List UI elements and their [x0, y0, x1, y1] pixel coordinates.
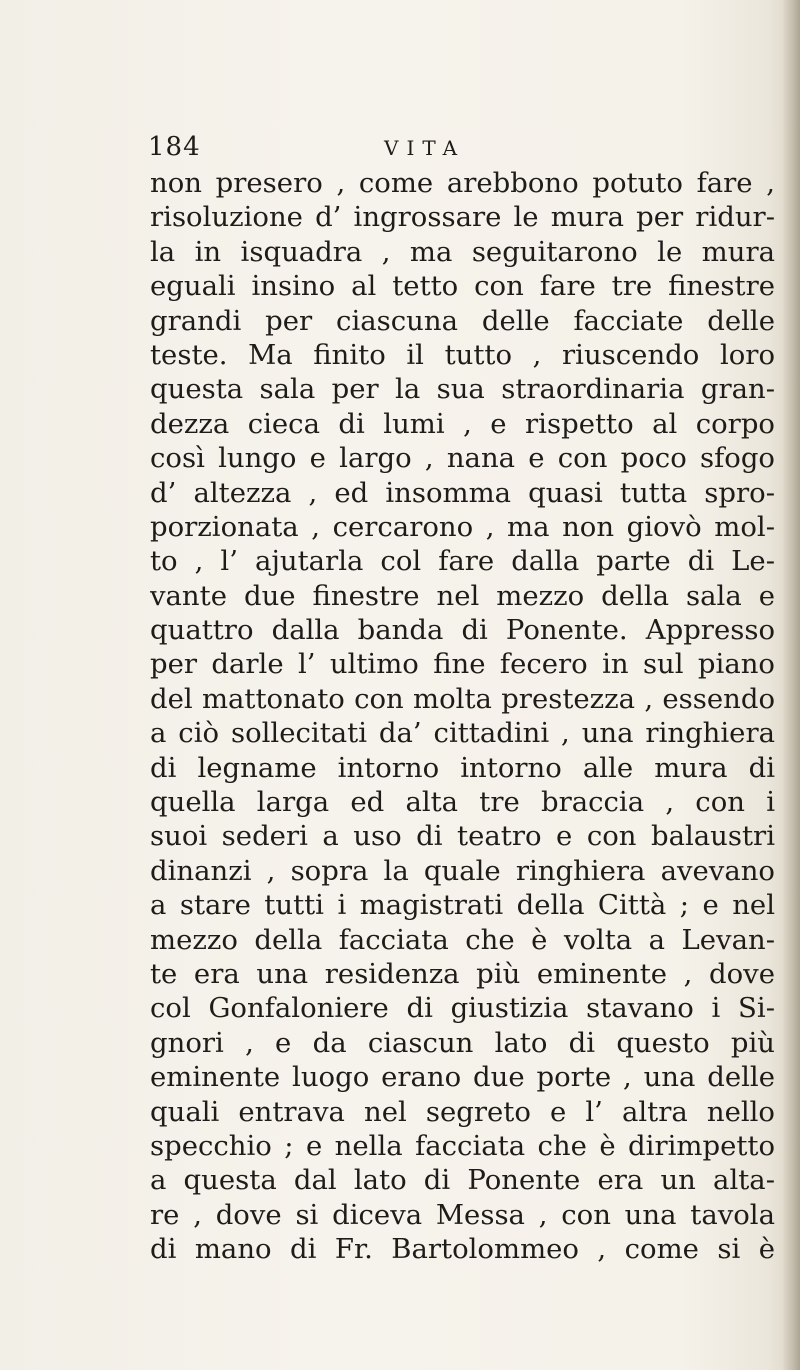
text-line: to , l’ ajutarla col fare dalla parte di Le- [150, 545, 775, 578]
text-line: a ciò sollecitati da’ cittadini , una ringhiera [150, 717, 775, 750]
text-line: di legname intorno intorno alle mura di [150, 751, 775, 784]
text-line: la in isquadra , ma seguitarono le mura [150, 235, 775, 268]
text-line: suoi sederi a uso di teatro e con balaustri [150, 820, 775, 853]
text-line: risoluzione d’ ingrossare le mura per ridur- [150, 201, 775, 234]
text-line: col Gonfaloniere di giustizia stavano i Si- [150, 992, 775, 1025]
text-line: te era una residenza più eminente , dove [150, 957, 775, 990]
text-line: re , dove si diceva Messa , con una tavola [150, 1198, 775, 1231]
text-line: non presero , come arebbono potuto fare , [150, 167, 775, 199]
text-line: così lungo e largo , nana e con poco sfogo [150, 442, 775, 475]
page-edge-shadow [782, 0, 800, 1370]
text-line: grandi per ciascuna delle facciate delle [150, 304, 775, 337]
text-line: gnori , e da ciascun lato di questo più [150, 1026, 775, 1059]
text-line: eguali insino al tetto con fare tre finestre [150, 270, 775, 303]
text-line: mezzo della facciata che è volta a Levan- [150, 923, 775, 956]
text-line: quella larga ed alta tre braccia , con i [150, 786, 775, 819]
page-number: 184 [148, 132, 201, 162]
text-line: quali entrava nel segreto e l’ altra nello [150, 1095, 775, 1128]
text-line: dinanzi , sopra la quale ringhiera avevano [150, 854, 775, 887]
text-line: specchio ; e nella facciata che è dirimpetto [150, 1129, 775, 1162]
body-text [150, 166, 775, 1267]
text-line: per darle l’ ultimo fine fecero in sul piano [150, 648, 775, 681]
text-line: quattro dalla banda di Ponente. Appresso [150, 614, 775, 647]
text-line: a stare tutti i magistrati della Città ; e nel [150, 889, 775, 922]
running-title: VITA [384, 136, 466, 160]
text-line: teste. Ma finito il tutto , riuscendo loro [150, 338, 775, 371]
text-line: eminente luogo erano due porte , una delle [150, 1061, 775, 1094]
text-line: dezza cieca di lumi , e rispetto al corpo [150, 407, 775, 440]
text-line: a questa dal lato di Ponente era un alta- [150, 1164, 775, 1197]
text-line: questa sala per la sua straordinaria gran- [150, 373, 775, 406]
text-line: d’ altezza , ed insomma quasi tutta spro- [150, 476, 775, 509]
text-line: di mano di Fr. Bartolommeo , come si è [150, 1233, 775, 1266]
page-header [148, 132, 748, 168]
text-line: vante due finestre nel mezzo della sala e [150, 579, 775, 612]
text-line: porzionata , cercarono , ma non giovò mol- [150, 510, 775, 543]
text-line: del mattonato con molta prestezza , essendo [150, 682, 775, 715]
